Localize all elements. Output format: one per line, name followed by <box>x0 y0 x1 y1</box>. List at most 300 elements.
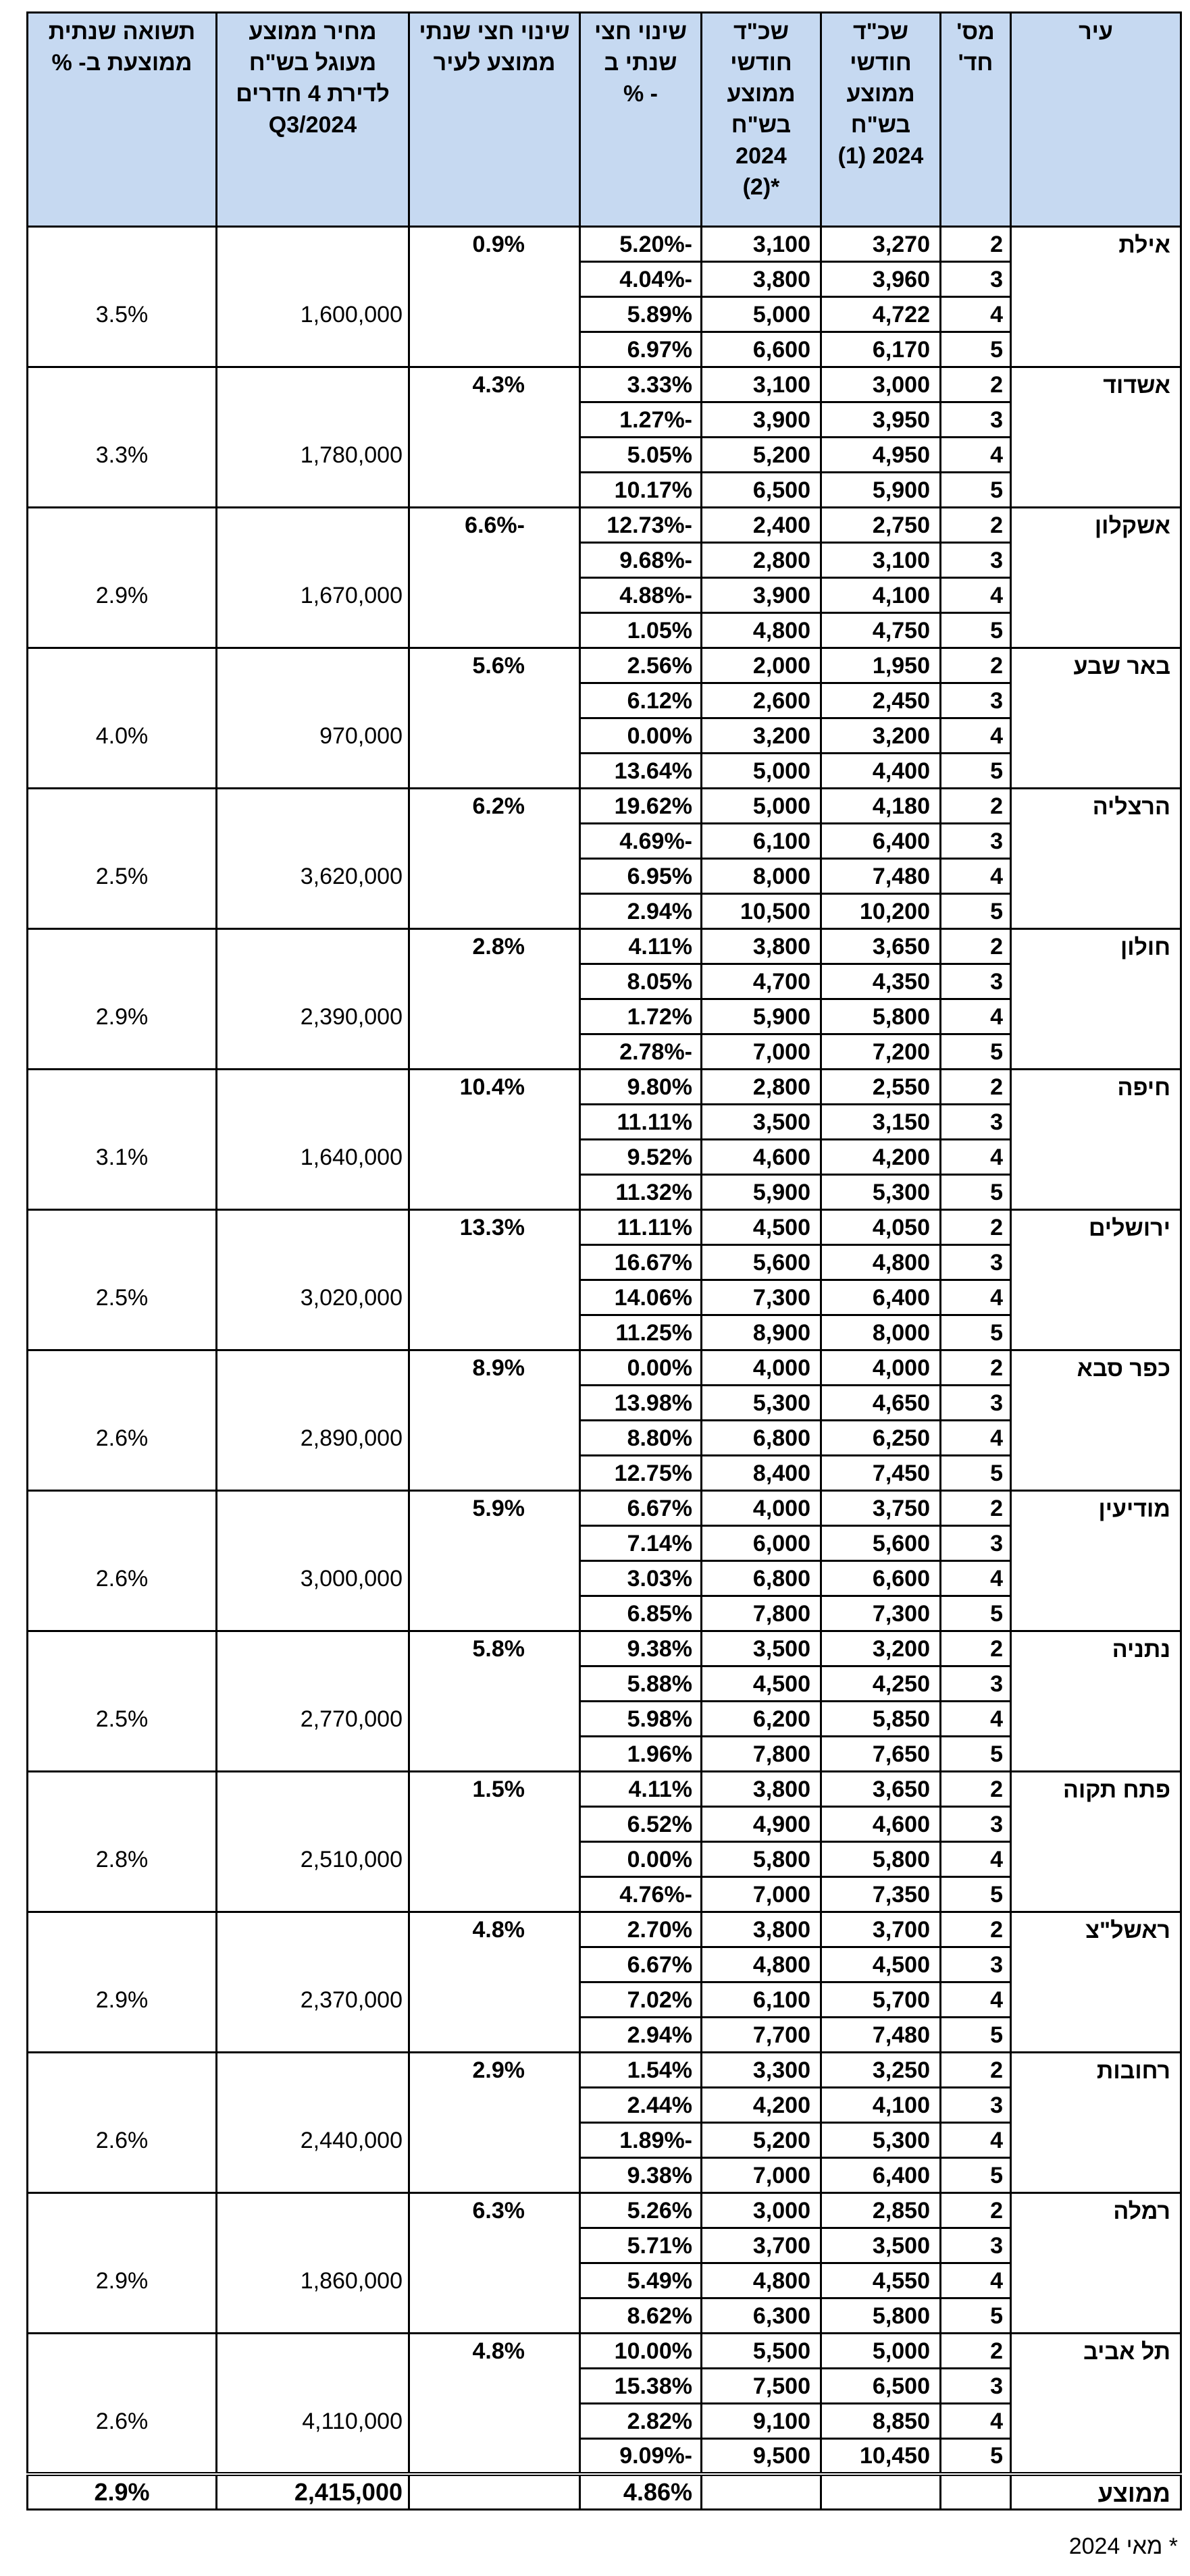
rent-2024-2-cell: 5,900 <box>702 999 821 1034</box>
rent-2024-1-cell: 2,550 <box>821 1070 941 1105</box>
semi-change-cell: -1.89% <box>580 2123 702 2158</box>
city-semi-change-cell <box>409 1421 580 1456</box>
semi-change-cell: 2.94% <box>580 2018 702 2053</box>
avg-price-cell: 2,390,000 <box>217 999 409 1034</box>
avg-price-cell: 1,640,000 <box>217 1140 409 1175</box>
rent-2024-2-cell: 5,500 <box>702 2334 821 2369</box>
city-semi-change-cell <box>409 1702 580 1737</box>
avg-price-cell <box>217 1947 409 1982</box>
header-semi-change: שינוי חצי שנתי ב - % <box>580 13 702 227</box>
rent-2024-2-cell: 7,300 <box>702 1280 821 1315</box>
table-row <box>28 964 1181 999</box>
rooms-cell: 4 <box>941 2123 1011 2158</box>
avg-price-cell <box>217 929 409 964</box>
semi-change-cell: 7.14% <box>580 1526 702 1561</box>
semi-change-cell: 11.32% <box>580 1175 702 1210</box>
city-semi-change-cell <box>409 332 580 367</box>
semi-change-cell: 6.52% <box>580 1807 702 1842</box>
rooms-cell: 5 <box>941 1877 1011 1912</box>
rent-2024-2-cell: 6,500 <box>702 473 821 508</box>
avg-price-cell <box>217 2298 409 2334</box>
rent-2024-1-cell: 4,500 <box>821 1947 941 1982</box>
avg-price-cell: 3,620,000 <box>217 859 409 894</box>
rent-2024-2-cell: 4,800 <box>702 613 821 648</box>
semi-change-cell: 2.44% <box>580 2088 702 2123</box>
rooms-cell: 5 <box>941 894 1011 929</box>
city-semi-change-cell <box>409 2018 580 2053</box>
city-semi-change-cell: 2.8% <box>409 929 580 964</box>
rent-2024-2-cell: 3,500 <box>702 1631 821 1666</box>
city-semi-change-cell <box>409 473 580 508</box>
yield-cell <box>28 1807 217 1842</box>
yield-cell <box>28 964 217 999</box>
table-row <box>28 1877 1181 1912</box>
semi-change-cell: 12.75% <box>580 1456 702 1491</box>
city-semi-change-cell <box>409 1456 580 1491</box>
semi-change-cell: -2.78% <box>580 1034 702 1070</box>
city-semi-change-cell <box>409 1315 580 1350</box>
table-row <box>28 2053 1181 2088</box>
rent-2024-2-cell: 3,100 <box>702 367 821 402</box>
city-semi-change-cell: 6.3% <box>409 2193 580 2228</box>
semi-change-cell: -4.88% <box>580 578 702 613</box>
city-name: פתח תקוה <box>1011 1772 1181 1912</box>
semi-change-cell: 3.03% <box>580 1561 702 1596</box>
semi-change-cell: 13.98% <box>580 1386 702 1421</box>
semi-change-cell: 11.11% <box>580 1210 702 1245</box>
rent-2024-2-cell: 5,200 <box>702 438 821 473</box>
yield-cell <box>28 789 217 824</box>
rent-2024-1-cell: 2,850 <box>821 2193 941 2228</box>
avg-price-cell <box>217 2369 409 2404</box>
rooms-cell: 4 <box>941 718 1011 754</box>
rooms-cell: 5 <box>941 1596 1011 1631</box>
city-name: רמלה <box>1011 2193 1181 2334</box>
semi-change-cell: -9.09% <box>580 2439 702 2474</box>
rent-2024-2-cell: 7,000 <box>702 1877 821 1912</box>
rooms-cell: 3 <box>941 1245 1011 1280</box>
avg-price-cell <box>217 1912 409 1947</box>
city-semi-change-cell <box>409 1280 580 1315</box>
rooms-cell: 2 <box>941 2193 1011 2228</box>
semi-change-cell: 2.56% <box>580 648 702 683</box>
rent-2024-1-cell: 4,000 <box>821 1350 941 1386</box>
rooms-cell: 4 <box>941 1842 1011 1877</box>
city-semi-change-cell <box>409 2158 580 2193</box>
yield-cell: 3.3% <box>28 438 217 473</box>
table-row <box>28 227 1181 262</box>
rent-2024-2-cell: 5,600 <box>702 1245 821 1280</box>
rent-2024-1-cell: 7,350 <box>821 1877 941 1912</box>
average-semi-change: 4.86% <box>580 2474 702 2510</box>
semi-change-cell: 9.80% <box>580 1070 702 1105</box>
yield-cell: 2.9% <box>28 999 217 1034</box>
rooms-cell: 2 <box>941 929 1011 964</box>
rent-2024-2-cell: 4,800 <box>702 2263 821 2298</box>
yield-cell <box>28 1315 217 1350</box>
yield-cell <box>28 1666 217 1702</box>
rooms-cell: 2 <box>941 1631 1011 1666</box>
avg-price-cell: 2,770,000 <box>217 1702 409 1737</box>
yield-cell <box>28 1034 217 1070</box>
table-row <box>28 1210 1181 1245</box>
rent-2024-1-cell: 4,050 <box>821 1210 941 1245</box>
rooms-cell: 3 <box>941 824 1011 859</box>
rent-2024-1-cell: 4,350 <box>821 964 941 999</box>
table-row <box>28 929 1181 964</box>
avg-price-cell <box>217 1315 409 1350</box>
semi-change-cell: 5.88% <box>580 1666 702 1702</box>
rooms-cell: 4 <box>941 859 1011 894</box>
yield-cell <box>28 2228 217 2263</box>
rent-2024-2-cell: 7,500 <box>702 2369 821 2404</box>
city-semi-change-cell <box>409 824 580 859</box>
city-semi-change-cell <box>409 1034 580 1070</box>
rooms-cell: 2 <box>941 1350 1011 1386</box>
avg-price-cell <box>217 1070 409 1105</box>
rooms-cell: 4 <box>941 1421 1011 1456</box>
city-semi-change-cell: 4.8% <box>409 1912 580 1947</box>
city-semi-change-cell <box>409 1245 580 1280</box>
rent-2024-1-cell: 4,950 <box>821 438 941 473</box>
rent-2024-1-cell: 6,400 <box>821 824 941 859</box>
table-row <box>28 473 1181 508</box>
yield-cell <box>28 1772 217 1807</box>
table-row <box>28 1280 1181 1315</box>
rent-2024-2-cell: 3,200 <box>702 718 821 754</box>
rent-2024-1-cell: 6,500 <box>821 2369 941 2404</box>
semi-change-cell: 13.64% <box>580 754 702 789</box>
rent-2024-1-cell: 1,950 <box>821 648 941 683</box>
rent-2024-2-cell: 8,400 <box>702 1456 821 1491</box>
avg-price-cell <box>217 1386 409 1421</box>
city-semi-change-cell <box>409 543 580 578</box>
table-row <box>28 2369 1181 2404</box>
rent-2024-2-cell: 5,900 <box>702 1175 821 1210</box>
rent-2024-1-cell: 4,100 <box>821 2088 941 2123</box>
rent-2024-2-cell: 4,500 <box>702 1666 821 1702</box>
yield-cell <box>28 2158 217 2193</box>
city-semi-change-cell <box>409 1737 580 1772</box>
rent-2024-1-cell: 4,722 <box>821 297 941 332</box>
rent-2024-2-cell: 4,600 <box>702 1140 821 1175</box>
rent-2024-1-cell: 5,850 <box>821 1702 941 1737</box>
semi-change-cell: 5.26% <box>580 2193 702 2228</box>
semi-change-cell: 4.11% <box>580 929 702 964</box>
semi-change-cell: 10.17% <box>580 473 702 508</box>
rent-2024-1-cell: 5,800 <box>821 999 941 1034</box>
yield-cell <box>28 1737 217 1772</box>
rent-2024-2-cell: 3,800 <box>702 1912 821 1947</box>
rent-2024-2-cell: 10,500 <box>702 894 821 929</box>
rooms-cell: 2 <box>941 789 1011 824</box>
table-row <box>28 648 1181 683</box>
avg-price-cell <box>217 2018 409 2053</box>
city-semi-change-cell <box>409 2123 580 2158</box>
semi-change-cell: 5.71% <box>580 2228 702 2263</box>
rent-2024-1-cell: 3,960 <box>821 262 941 297</box>
avg-price-cell <box>217 2053 409 2088</box>
avg-price-cell <box>217 1210 409 1245</box>
yield-cell <box>28 648 217 683</box>
yield-cell <box>28 1070 217 1105</box>
rent-2024-2-cell: 6,100 <box>702 824 821 859</box>
city-semi-change-cell <box>409 894 580 929</box>
city-semi-change-cell: 6.2% <box>409 789 580 824</box>
rent-2024-2-cell: 3,700 <box>702 2228 821 2263</box>
yield-cell <box>28 683 217 718</box>
rent-2024-2-cell: 2,600 <box>702 683 821 718</box>
city-semi-change-cell: 4.3% <box>409 367 580 402</box>
avg-price-cell <box>217 1456 409 1491</box>
yield-cell <box>28 1210 217 1245</box>
rent-2024-1-cell: 3,650 <box>821 1772 941 1807</box>
rooms-cell: 3 <box>941 964 1011 999</box>
semi-change-cell: 15.38% <box>580 2369 702 2404</box>
rent-2024-1-cell: 3,200 <box>821 718 941 754</box>
city-semi-change-cell <box>409 1947 580 1982</box>
average-empty <box>409 2474 580 2510</box>
city-semi-change-cell <box>409 1877 580 1912</box>
yield-cell <box>28 2018 217 2053</box>
avg-price-cell <box>217 683 409 718</box>
rent-2024-1-cell: 5,600 <box>821 1526 941 1561</box>
yield-cell: 2.8% <box>28 1842 217 1877</box>
semi-change-cell: 3.33% <box>580 367 702 402</box>
table-row <box>28 1456 1181 1491</box>
city-semi-change-cell <box>409 2404 580 2439</box>
avg-price-cell <box>217 894 409 929</box>
rooms-cell: 4 <box>941 999 1011 1034</box>
yield-cell <box>28 1245 217 1280</box>
city-semi-change-cell <box>409 1982 580 2018</box>
rooms-cell: 4 <box>941 1982 1011 2018</box>
average-empty <box>941 2474 1011 2510</box>
rooms-cell: 2 <box>941 1210 1011 1245</box>
yield-cell <box>28 2053 217 2088</box>
table-row <box>28 2193 1181 2228</box>
avg-price-cell: 1,860,000 <box>217 2263 409 2298</box>
city-name: מודיעין <box>1011 1491 1181 1631</box>
header-city-semi-change: שינוי חצי שנתי ממוצע לעיר <box>409 13 580 227</box>
city-semi-change-cell: 5.9% <box>409 1491 580 1526</box>
rent-2024-2-cell: 4,000 <box>702 1350 821 1386</box>
header-rooms: מס' חד' <box>941 13 1011 227</box>
rooms-cell: 4 <box>941 1702 1011 1737</box>
rooms-cell: 5 <box>941 1456 1011 1491</box>
table-row <box>28 754 1181 789</box>
avg-price-cell <box>217 1877 409 1912</box>
yield-cell <box>28 227 217 262</box>
rent-2024-1-cell: 3,650 <box>821 929 941 964</box>
city-semi-change-cell <box>409 1561 580 1596</box>
semi-change-cell: 2.82% <box>580 2404 702 2439</box>
avg-price-cell <box>217 824 409 859</box>
rooms-cell: 4 <box>941 578 1011 613</box>
table-row <box>28 1561 1181 1596</box>
city-name: אשקלון <box>1011 508 1181 648</box>
rent-2024-2-cell: 3,800 <box>702 929 821 964</box>
city-semi-change-cell <box>409 438 580 473</box>
avg-price-cell: 970,000 <box>217 718 409 754</box>
city-semi-change-cell <box>409 1842 580 1877</box>
semi-change-cell: 10.00% <box>580 2334 702 2369</box>
rent-2024-1-cell: 7,200 <box>821 1034 941 1070</box>
yield-cell <box>28 543 217 578</box>
rooms-cell: 4 <box>941 2263 1011 2298</box>
avg-price-cell <box>217 1807 409 1842</box>
average-price: 2,415,000 <box>217 2474 409 2510</box>
average-row <box>28 2474 1181 2510</box>
average-empty <box>821 2474 941 2510</box>
avg-price-cell <box>217 1491 409 1526</box>
rent-2024-2-cell: 2,000 <box>702 648 821 683</box>
rooms-cell: 2 <box>941 1912 1011 1947</box>
city-semi-change-cell <box>409 1596 580 1631</box>
yield-cell: 3.5% <box>28 297 217 332</box>
rent-2024-1-cell: 5,300 <box>821 2123 941 2158</box>
avg-price-cell <box>217 2088 409 2123</box>
rooms-cell: 5 <box>941 2298 1011 2334</box>
semi-change-cell: 6.67% <box>580 1947 702 1982</box>
semi-change-cell: 4.11% <box>580 1772 702 1807</box>
avg-price-cell <box>217 1350 409 1386</box>
yield-cell: 2.9% <box>28 1982 217 2018</box>
rooms-cell: 2 <box>941 648 1011 683</box>
rent-2024-1-cell: 5,800 <box>821 2298 941 2334</box>
table-row <box>28 1245 1181 1280</box>
table-row <box>28 1596 1181 1631</box>
city-name: תל אביב <box>1011 2334 1181 2474</box>
rent-2024-2-cell: 4,200 <box>702 2088 821 2123</box>
avg-price-cell <box>217 1737 409 1772</box>
city-semi-change-cell <box>409 297 580 332</box>
yield-cell <box>28 1596 217 1631</box>
rent-2024-1-cell: 7,480 <box>821 859 941 894</box>
rent-2024-1-cell: 2,450 <box>821 683 941 718</box>
table-row <box>28 1491 1181 1526</box>
average-yield: 2.9% <box>28 2474 217 2510</box>
rooms-cell: 3 <box>941 1386 1011 1421</box>
table-row <box>28 438 1181 473</box>
city-semi-change-cell <box>409 1526 580 1561</box>
yield-cell <box>28 824 217 859</box>
avg-price-cell <box>217 1666 409 1702</box>
avg-price-cell <box>217 2228 409 2263</box>
avg-price-cell <box>217 754 409 789</box>
yield-cell <box>28 2298 217 2334</box>
rent-2024-1-cell: 3,500 <box>821 2228 941 2263</box>
table-row <box>28 1421 1181 1456</box>
semi-change-cell: 5.05% <box>580 438 702 473</box>
semi-change-cell: 6.97% <box>580 332 702 367</box>
table-row <box>28 1175 1181 1210</box>
semi-change-cell: 1.05% <box>580 613 702 648</box>
city-semi-change-cell <box>409 1666 580 1702</box>
avg-price-cell <box>217 1526 409 1561</box>
avg-price-cell <box>217 367 409 402</box>
table-row <box>28 789 1181 824</box>
rent-2024-2-cell: 4,500 <box>702 1210 821 1245</box>
rent-2024-1-cell: 6,400 <box>821 2158 941 2193</box>
rent-2024-2-cell: 6,100 <box>702 1982 821 2018</box>
yield-cell: 2.5% <box>28 1280 217 1315</box>
table-row <box>28 578 1181 613</box>
rent-2024-1-cell: 3,200 <box>821 1631 941 1666</box>
rooms-cell: 2 <box>941 508 1011 543</box>
city-semi-change-cell: 1.5% <box>409 1772 580 1807</box>
rent-2024-1-cell: 4,100 <box>821 578 941 613</box>
rent-2024-1-cell: 3,150 <box>821 1105 941 1140</box>
yield-cell: 3.1% <box>28 1140 217 1175</box>
city-semi-change-cell <box>409 1140 580 1175</box>
city-semi-change-cell <box>409 1105 580 1140</box>
table-row <box>28 2123 1181 2158</box>
table-row <box>28 1350 1181 1386</box>
rooms-cell: 3 <box>941 543 1011 578</box>
table-row <box>28 2404 1181 2439</box>
rent-2024-1-cell: 10,450 <box>821 2439 941 2474</box>
semi-change-cell: 14.06% <box>580 1280 702 1315</box>
rent-table <box>26 11 1182 2511</box>
rent-2024-2-cell: 7,000 <box>702 1034 821 1070</box>
city-semi-change-cell <box>409 402 580 438</box>
rooms-cell: 3 <box>941 2088 1011 2123</box>
avg-price-cell: 1,670,000 <box>217 578 409 613</box>
rent-2024-1-cell: 3,750 <box>821 1491 941 1526</box>
yield-cell <box>28 2439 217 2474</box>
avg-price-cell <box>217 2334 409 2369</box>
city-semi-change-cell: 2.9% <box>409 2053 580 2088</box>
rent-table-container <box>26 11 1180 2511</box>
rent-2024-1-cell: 4,250 <box>821 1666 941 1702</box>
table-row <box>28 2018 1181 2053</box>
avg-price-cell <box>217 1105 409 1140</box>
city-name: חולון <box>1011 929 1181 1070</box>
header-avg-price: מחיר ממוצע מעוגל בש"ח לדירת 4 חדרים Q3/2024 <box>217 13 409 227</box>
semi-change-cell: 1.72% <box>580 999 702 1034</box>
city-semi-change-cell: 5.6% <box>409 648 580 683</box>
rooms-cell: 4 <box>941 2404 1011 2439</box>
semi-change-cell: 2.70% <box>580 1912 702 1947</box>
yield-cell <box>28 929 217 964</box>
yield-cell <box>28 1631 217 1666</box>
rooms-cell: 3 <box>941 1807 1011 1842</box>
semi-change-cell: 7.02% <box>580 1982 702 2018</box>
city-semi-change-cell <box>409 2263 580 2298</box>
rooms-cell: 3 <box>941 1947 1011 1982</box>
yield-cell <box>28 613 217 648</box>
rent-2024-1-cell: 7,450 <box>821 1456 941 1491</box>
yield-cell <box>28 2334 217 2369</box>
average-label: ממוצע <box>1011 2474 1181 2510</box>
table-row <box>28 613 1181 648</box>
city-semi-change-cell <box>409 859 580 894</box>
avg-price-cell <box>217 227 409 262</box>
rent-2024-2-cell: 6,000 <box>702 1526 821 1561</box>
rooms-cell: 2 <box>941 1772 1011 1807</box>
city-name: באר שבע <box>1011 648 1181 789</box>
rooms-cell: 2 <box>941 227 1011 262</box>
yield-cell: 2.5% <box>28 1702 217 1737</box>
average-empty <box>702 2474 821 2510</box>
rent-2024-2-cell: 5,000 <box>702 297 821 332</box>
rooms-cell: 5 <box>941 1737 1011 1772</box>
yield-cell <box>28 1456 217 1491</box>
table-row <box>28 1105 1181 1140</box>
yield-cell <box>28 262 217 297</box>
semi-change-cell: -12.73% <box>580 508 702 543</box>
